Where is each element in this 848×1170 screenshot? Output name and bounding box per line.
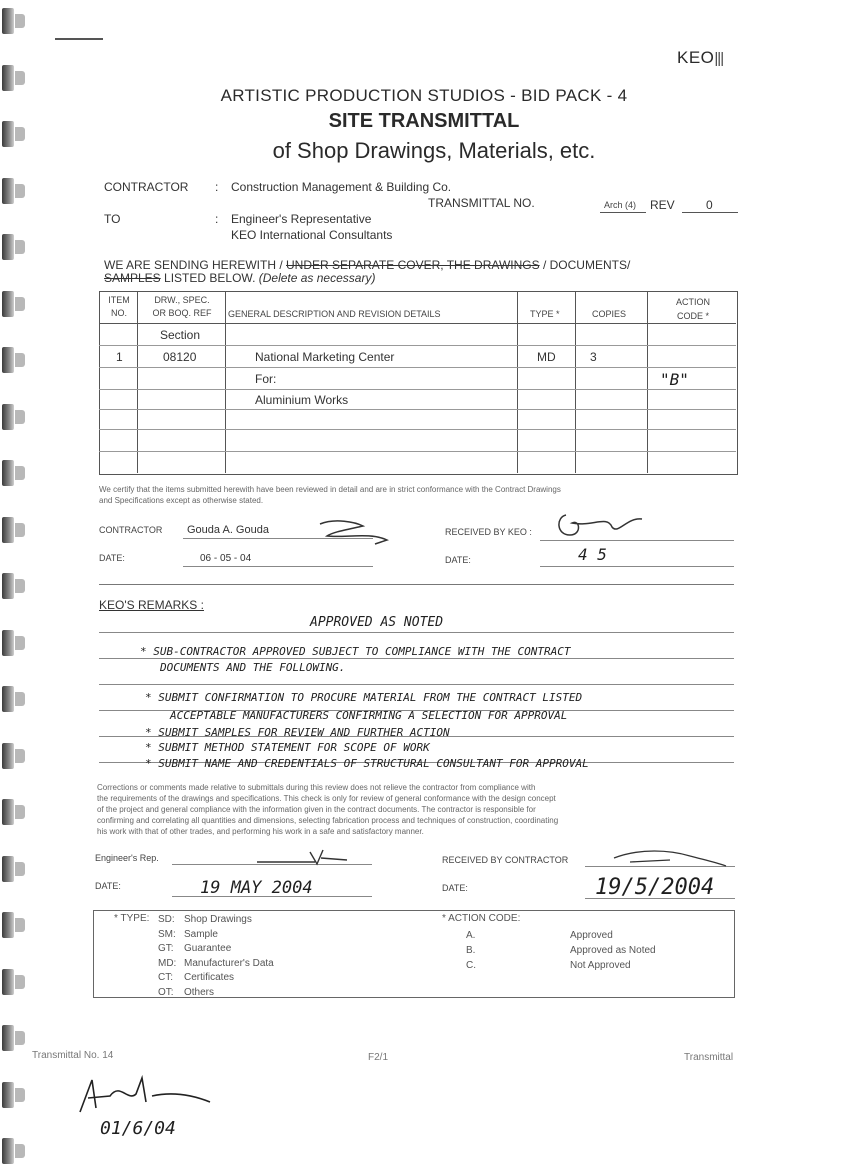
header-copies: COPIES [592, 309, 627, 319]
binding-ring [2, 460, 14, 486]
binding-ring [2, 969, 14, 995]
transmittal-no-value: Arch (4) [604, 200, 637, 210]
row-desc-line-3: Aluminium Works [255, 393, 349, 407]
bottom-initials-signature [70, 1072, 220, 1120]
binding-ring [2, 291, 14, 317]
remark-line-5: ACCEPTABLE MANUFACTURERS CONFIRMING A SELECTION FOR APPROVAL [170, 709, 568, 722]
colon: : [215, 212, 219, 226]
type-legend-codes: SD: SM: GT: MD: CT: OT: [158, 914, 177, 998]
contractor-receipt-signature [610, 842, 730, 870]
remark-line-6: * SUBMIT SAMPLES FOR REVIEW AND FURTHER ACTION [145, 726, 450, 739]
bottom-handwritten-date: 01/6/04 [100, 1118, 176, 1139]
binding-ring [2, 347, 14, 373]
keo-date-label: DATE: [445, 555, 471, 565]
engineer-rep-label: Engineer's Rep. [95, 853, 159, 863]
footer-left: Transmittal No. 14 [32, 1050, 114, 1061]
binding-ring [2, 573, 14, 599]
contractor-date-label-2: DATE: [442, 883, 468, 893]
footer-center: F2/1 [368, 1052, 389, 1063]
type-legend-label: * TYPE: [114, 913, 150, 924]
row-item: 1 [116, 350, 123, 364]
to-line-2: KEO International Consultants [231, 228, 393, 242]
sending-line-1: WE ARE SENDING HEREWITH / UNDER SEPARATE COVER, THE DRAWINGS / DOCUMENTS/ [104, 258, 631, 272]
rev-label: REV [650, 198, 675, 212]
remark-line-1: APPROVED AS NOTED [310, 615, 444, 630]
header-item: ITEM NO. [108, 295, 130, 318]
engineer-rep-signature [255, 846, 355, 868]
project-title: ARTISTIC PRODUCTION STUDIOS - BID PACK - 4 [220, 86, 628, 105]
binding-ring [2, 912, 14, 938]
header-description: GENERAL DESCRIPTION AND REVISION DETAILS [228, 309, 441, 319]
rev-value: 0 [706, 198, 713, 212]
row-type: MD [537, 350, 556, 364]
document-subtitle: of Shop Drawings, Materials, etc. [272, 138, 596, 163]
remark-line-8: * SUBMIT NAME AND CREDENTIALS OF STRUCTURAL CONSULTANT FOR APPROVAL [145, 757, 589, 770]
row-action-code: "B" [660, 370, 689, 389]
colon: : [215, 180, 219, 194]
received-by-contractor-label: RECEIVED BY CONTRACTOR [442, 855, 569, 865]
binding-ring [2, 686, 14, 712]
header-action-code: ACTION CODE * [675, 297, 710, 321]
remarks-heading: KEO'S REMARKS : [99, 598, 204, 612]
action-legend-codes: A. B. C. [466, 930, 476, 971]
row-desc-line-2: For: [255, 372, 277, 386]
binding-ring [2, 630, 14, 656]
binding-ring [2, 517, 14, 543]
document-title: SITE TRANSMITTAL [328, 110, 520, 132]
disclaimer-text: Corrections or comments made relative to submittals during this review does not relieve the contractor from compliance with the requirements of the drawings and specifications. This check is only for review of general conformance with the design concept of the project and general compliance with the information given in the contract documents. The contractor is responsible for confirming and correlating all quantities and dimensions, selecting fabrication process and techniques of construction, coordinating his work with that of other trades, and performing his work in a safe and satisfactory manner. [97, 783, 559, 836]
binding-ring [2, 1138, 14, 1164]
remark-line-3: DOCUMENTS AND THE FOLLOWING. [160, 661, 346, 674]
contractor-label: CONTRACTOR [104, 180, 189, 194]
contractor-name: Gouda A. Gouda [187, 524, 269, 536]
binding-ring [2, 856, 14, 882]
contractor-date-value-2: 19/5/2004 [595, 875, 715, 900]
transmittal-no-label: TRANSMITTAL NO. [428, 196, 535, 210]
contractor-value: Construction Management & Building Co. [231, 180, 452, 194]
binding-ring [2, 234, 14, 260]
remark-line-7: * SUBMIT METHOD STATEMENT FOR SCOPE OF WORK [145, 741, 430, 754]
contractor-sign-label: CONTRACTOR [99, 525, 163, 535]
binding-ring [2, 1025, 14, 1051]
header-drw-ref: DRW., SPEC. OR BOQ. REF [152, 295, 212, 318]
received-by-keo-label: RECEIVED BY KEO : [445, 527, 532, 537]
binding-ring [2, 799, 14, 825]
action-legend-label: * ACTION CODE: [442, 913, 521, 924]
row-ref-line-1: Section [160, 328, 201, 342]
footer-right: Transmittal [684, 1052, 734, 1063]
header-type: TYPE * [530, 309, 560, 319]
sending-line-2: SAMPLES LISTED BELOW. (Delete as necessary) [104, 271, 376, 285]
binding-ring [2, 8, 14, 34]
top-mark [55, 38, 103, 40]
keo-received-date: 4 5 [578, 545, 607, 564]
certify-text: We certify that the items submitted herewith have been reviewed in detail and are in strict conformance with the Contract Drawings and Specifications except as otherwise stated. [99, 485, 561, 505]
binding-ring [2, 1082, 14, 1108]
type-legend-names: Shop Drawings Sample Guarantee Manufacturer's Data Certificates Others [184, 914, 274, 998]
spiral-binding [0, 0, 30, 1170]
binding-ring [2, 743, 14, 769]
remark-line-4: * SUBMIT CONFIRMATION TO PROCURE MATERIAL FROM THE CONTRACT LISTED [145, 691, 583, 704]
keo-logo: KEO||| [677, 48, 724, 67]
contractor-date-label: DATE: [99, 553, 125, 563]
remark-line-2: * SUB-CONTRACTOR APPROVED SUBJECT TO COMPLIANCE WITH THE CONTRACT [140, 645, 571, 658]
engineer-date-value: 19 MAY 2004 [200, 878, 313, 898]
row-desc-line-1: National Marketing Center [255, 350, 395, 364]
contractor-signature [315, 512, 395, 550]
row-copies: 3 [590, 350, 597, 364]
row-ref-line-2: 08120 [163, 350, 197, 364]
action-legend-names: Approved Approved as Noted Not Approved [570, 930, 656, 971]
binding-ring [2, 178, 14, 204]
binding-ring [2, 404, 14, 430]
to-line-1: Engineer's Representative [231, 212, 372, 226]
engineer-date-label: DATE: [95, 881, 121, 891]
to-label: TO [104, 212, 121, 226]
contractor-date-value: 06 - 05 - 04 [200, 553, 252, 564]
keo-signature [552, 505, 652, 543]
